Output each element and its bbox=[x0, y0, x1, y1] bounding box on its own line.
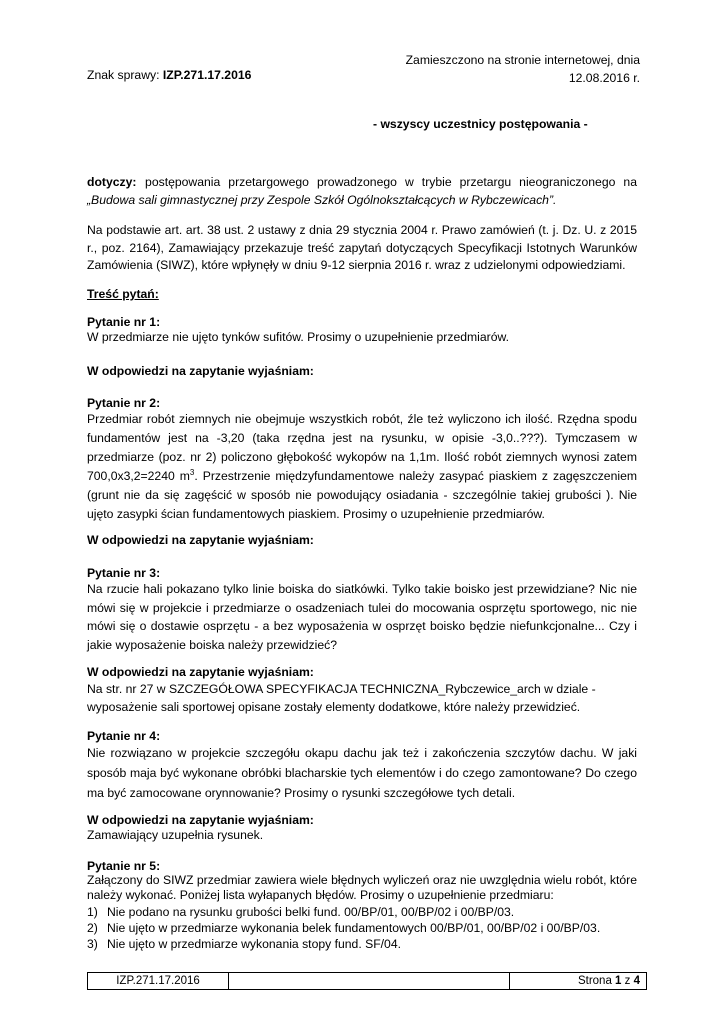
question-4-title: Pytanie nr 4: bbox=[87, 729, 161, 743]
subject-title: „Budowa sali gimnastycznej przy Zespole Szkół Ogólnokształcących w Rybczewicach”. bbox=[87, 192, 557, 207]
answer-4-heading: W odpowiedzi na zapytanie wyjaśniam: bbox=[87, 813, 314, 827]
question-3-text: Na rzucie hali pokazano tylko linie boiska do siatkówki. Tylko takie boisko jest przewidziane? Nic nie mówi się w projekcie i przedmiarze o osadzeniach tulei do mocowania osprzętu sportowego, nic nie mówi się o dostawie osprzętu - a bez wyposażenia w osprzęt boisko będzie niefunkcjonalne... Czy i jakie wyposażenie boiska należy przewidzieć? bbox=[87, 582, 637, 652]
page-footer bbox=[87, 972, 647, 990]
case-reference: Znak sprawy: IZP.271.17.2016 bbox=[87, 68, 252, 82]
question-3-title: Pytanie nr 3: bbox=[87, 566, 161, 580]
recipients-line: - wszyscy uczestnicy postępowania - bbox=[373, 117, 588, 131]
answer-2-heading: W odpowiedzi na zapytanie wyjaśniam: bbox=[87, 533, 314, 547]
list-item: 3) Nie ujęto w przedmiarze wykonania stopy fund. SF/04. bbox=[87, 937, 401, 951]
footer-reference: IZP.271.17.2016 bbox=[88, 973, 229, 989]
list-item: 1) Nie podano na rysunku grubości belki fund. 00/BP/01, 00/BP/02 i 00/BP/03. bbox=[87, 905, 515, 919]
question-1-title: Pytanie nr 1: bbox=[87, 315, 161, 329]
footer-page-number: Strona 1 z 4 bbox=[577, 975, 640, 987]
answer-3-text: Na str. nr 27 w SZCZEGÓŁOWA SPECYFIKACJA TECHNICZNA_Rybczewice_arch w dziale - wyposażenie sali sportowej opisane zostały elementy dodatkowe, które należy przewidzieć. bbox=[87, 682, 596, 714]
question-2-title: Pytanie nr 2: bbox=[87, 396, 161, 410]
question-5-list bbox=[87, 904, 637, 952]
question-2-text: Przedmiar robót ziemnych nie obejmuje wszystkich robót, źle też wyliczono ich ilość. Rzędna spodu fundamentów jest na -3,20 (taka rzędna jest na rysunku, w opisie -3,0..???). Tymczasem w przedmiarze (poz. nr 2) policzono głębokość wykopów na 1,1m. Ilość robót ziemnych wynosi zatem 700,0x3,2=2240 $m^3$. Przestrzenie międzyfundamentowe należy zasypać piaskiem z zagęszczeniem (grunt nie da się zagęścić w sposób nie powodujący osiadania - szczególnie takiej grubości ). Nie ujęto zasypki ścian fundamentowych piaskiem. Prosimy o uzupełnienie przedmiarów. bbox=[87, 412, 637, 521]
answer-3-heading: W odpowiedzi na zapytanie wyjaśniam: bbox=[87, 665, 314, 679]
subject-text: postępowania przetargowego prowadzonego w trybie przetargu nieograniczonego na bbox=[145, 175, 637, 189]
answer-4-text: Zamawiający uzupełnia rysunek. bbox=[87, 828, 264, 842]
questions-heading: Treść pytań: bbox=[87, 287, 159, 301]
subject-block bbox=[87, 174, 637, 209]
answer-1-heading: W odpowiedzi na zapytanie wyjaśniam: bbox=[87, 364, 314, 378]
question-5-text: Załączony do SIWZ przedmiar zawiera wiele błędnych wyliczeń oraz nie uwzględnia wielu robót, które należy wykonać. Poniżej lista wyłapanych błędów. Prosimy o uzupełnienie przedmiaru: bbox=[87, 873, 637, 902]
list-item: 2) Nie ujęto w przedmiarze wykonania belek fundamentowych 00/BP/01, 00/BP/02 i 00/BP/03. bbox=[87, 921, 601, 935]
question-4-text: Nie rozwiązano w projekcie szczegółu okapu dachu jak też i zakończenia szczytów dachu. W jaki sposób maja być wykonane obróbki blacharskie tych elementów i do czego zamontowane? Do czego ma być zamocowane orynnowanie? Prosimy o rysunki szczegółowe tych detali. bbox=[87, 746, 637, 800]
question-5-title: Pytanie nr 5: bbox=[87, 859, 161, 873]
subject-label: dotyczy: bbox=[87, 175, 137, 189]
question-1-text: W przedmiarze nie ujęto tynków sufitów. Prosimy o uzupełnienie przedmiarów. bbox=[87, 330, 510, 344]
publication-date: Zamieszczono na stronie internetowej, dnia 12.08.2016 r. bbox=[405, 53, 640, 85]
intro-paragraph: Na podstawie art. art. 38 ust. 2 ustawy z dnia 29 stycznia 2004 r. Prawo zamówień (t. j. Dz. U. z 2015 r., poz. 2164), Zamawiający przekazuje treść zapytań dotyczących Specyfikacji Istotnych Warunków Zamówienia (SIWZ), które wpłynęły w dniu 9-12 sierpnia 2016 r. wraz z udzielonymi odpowiedziami. bbox=[87, 223, 637, 272]
footer-spacer bbox=[229, 973, 510, 989]
